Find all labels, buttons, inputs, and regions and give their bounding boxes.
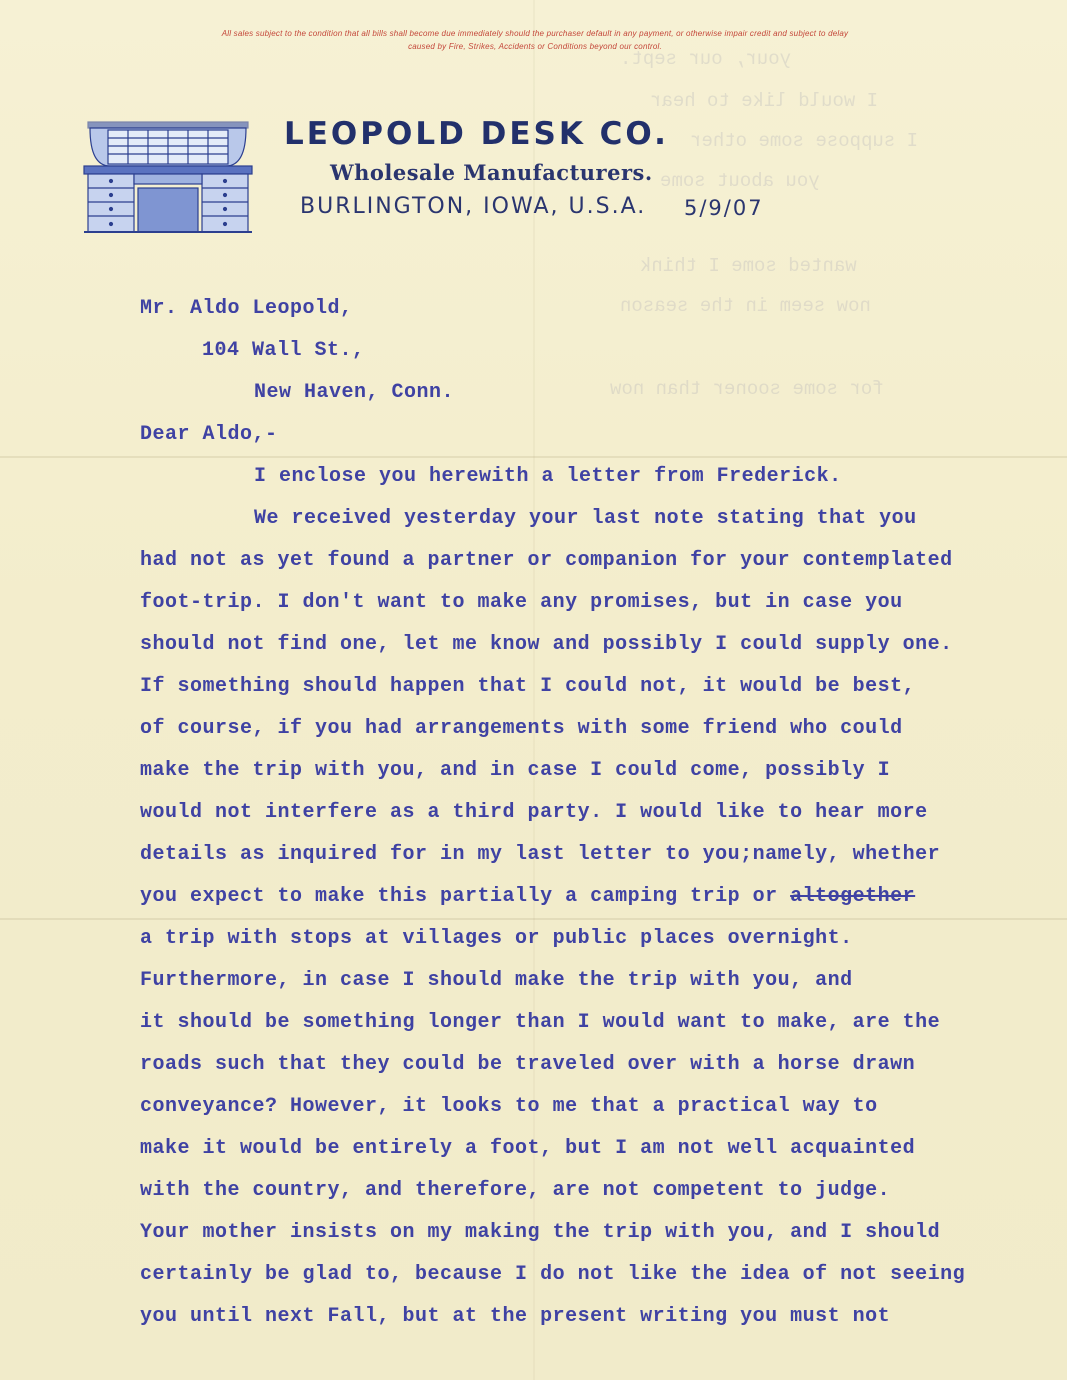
- body-line: conveyance? However, it looks to me that a practical way to: [140, 1095, 878, 1118]
- bleed-through-text: for some sooner than now: [610, 378, 884, 400]
- body-line: I enclose you herewith a letter from Frederick.: [254, 465, 842, 488]
- sales-disclaimer: [120, 27, 950, 53]
- body-line: roads such that they could be traveled over with a horse drawn: [140, 1053, 916, 1076]
- body-line: you until next Fall, but at the present writing you must not: [140, 1305, 891, 1328]
- body-line: details as inquired for in my last letter to you;namely, whether: [140, 843, 941, 866]
- disclaimer-line-2: caused by Fire, Strikes, Accidents or Conditions beyond our control.: [408, 42, 662, 51]
- body-line: [140, 885, 915, 908]
- body-line: it should be something longer than I would want to make, are the: [140, 1011, 941, 1034]
- body-line: should not find one, let me know and possibly I could supply one.: [140, 633, 953, 656]
- address-city: New Haven, Conn.: [254, 381, 455, 404]
- struck-word: altogether: [790, 885, 916, 908]
- address-name: Mr. Aldo Leopold,: [140, 297, 353, 320]
- bleed-through-text: I suppose some other: [690, 130, 919, 152]
- bleed-through-text: I would like to hear: [650, 90, 879, 112]
- body-line: had not as yet found a partner or companion for your contemplated: [140, 549, 953, 572]
- body-line: make the trip with you, and in case I could come, possibly I: [140, 759, 891, 782]
- roll-top-desk-icon: [80, 118, 256, 238]
- body-line: would not interfere as a third party. I would like to hear more: [140, 801, 928, 824]
- company-tagline: Wholesale Manufacturers.: [330, 160, 653, 185]
- body-line: foot-trip. I don't want to make any promises, but in case you: [140, 591, 903, 614]
- body-line: We received yesterday your last note stating that you: [254, 507, 917, 530]
- body-line: Furthermore, in case I should make the trip with you, and: [140, 969, 853, 992]
- bleed-through-text: wanted some I think: [640, 255, 857, 277]
- body-line: certainly be glad to, because I do not like the idea of not seeing: [140, 1263, 966, 1286]
- disclaimer-line-1: All sales subject to the condition that all bills shall become due immediately should the purchaser default in any payment, or otherwise impair credit and subject to delay: [221, 29, 849, 38]
- address-street: 104 Wall St.,: [202, 339, 365, 362]
- body-line: with the country, and therefore, are not competent to judge.: [140, 1179, 891, 1202]
- body-line: Your mother insists on my making the trip with you, and I should: [140, 1221, 941, 1244]
- body-line: If something should happen that I could not, it would be best,: [140, 675, 916, 698]
- company-name: LEOPOLD DESK CO.: [284, 116, 669, 152]
- bleed-through-text: now seem in the season: [620, 295, 871, 317]
- letter-date: 5/9/07: [684, 196, 764, 220]
- company-location: BURLINGTON, IOWA, U.S.A.: [300, 194, 647, 219]
- bleed-through-text: your, our sept.: [620, 48, 792, 70]
- bleed-through-text: you about some: [660, 170, 820, 192]
- body-line: a trip with stops at villages or public places overnight.: [140, 927, 853, 950]
- salutation: Dear Aldo,-: [140, 423, 278, 446]
- body-line-text: you expect to make this partially a camping trip or: [140, 885, 778, 908]
- body-line: make it would be entirely a foot, but I am not well acquainted: [140, 1137, 916, 1160]
- body-line: of course, if you had arrangements with some friend who could: [140, 717, 903, 740]
